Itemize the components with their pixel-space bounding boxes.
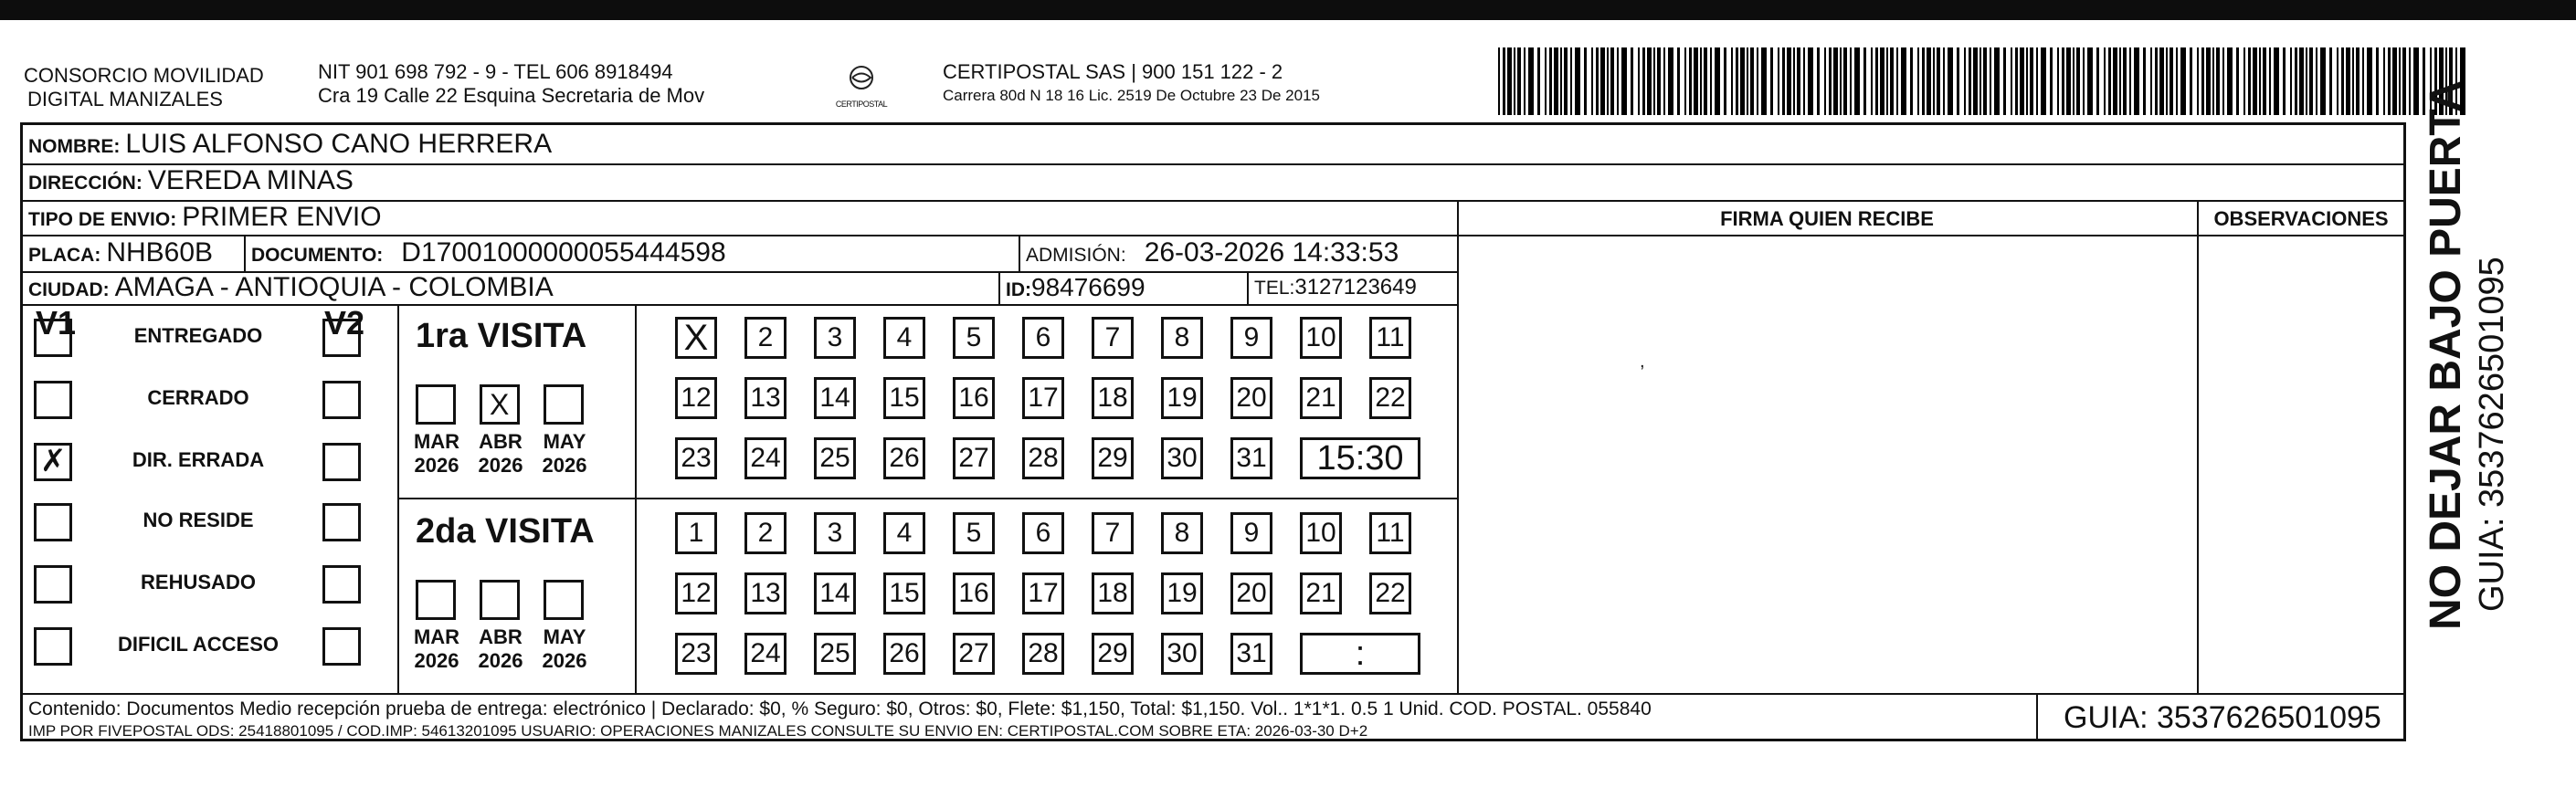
day-box: 21 <box>1300 572 1342 614</box>
v2-checkbox <box>322 381 361 419</box>
checkmark-icon: ✗ <box>40 444 67 478</box>
status-option-label: DIR. ERRADA <box>132 448 265 471</box>
v1-checkbox <box>34 627 72 666</box>
day-box: 12 <box>675 377 717 419</box>
direccion-field: DIRECCIÓN: VEREDA MINAS <box>28 165 354 195</box>
day-box: 10 <box>1300 512 1342 554</box>
barcode <box>1498 47 2466 115</box>
v1-checkbox <box>34 319 72 357</box>
day-box: 6 <box>1022 512 1064 554</box>
day-box: 20 <box>1230 572 1272 614</box>
ciudad-field: CIUDAD: AMAGA - ANTIOQUIA - COLOMBIA <box>28 272 554 302</box>
day-box: 26 <box>883 633 925 675</box>
day-box: 11 <box>1369 317 1411 359</box>
day-box: 6 <box>1022 317 1064 359</box>
carrier-info: CERTIPOSTAL SAS | 900 151 122 - 2 Carrera 80d N 18 16 Lic. 2519 De Octubre 23 De 2015 <box>943 60 1320 104</box>
month-year: 2026 <box>542 649 587 672</box>
month-checkbox <box>544 384 584 425</box>
day-box: 20 <box>1230 377 1272 419</box>
status-option-label: DIFICIL ACCESO <box>117 633 279 656</box>
day-box: 28 <box>1022 633 1064 675</box>
day-box: 7 <box>1092 512 1134 554</box>
day-box: 29 <box>1092 633 1134 675</box>
checkmark-icon: X <box>490 388 510 421</box>
time-box: : <box>1300 633 1420 675</box>
company-name: CONSORCIO MOVILIDAD DIGITAL MANIZALES <box>24 64 264 110</box>
day-box: 23 <box>675 437 717 479</box>
day-box: 31 <box>1230 633 1272 675</box>
month-checkbox <box>480 384 520 425</box>
second-visit-title: 2da VISITA <box>416 512 595 551</box>
month-year: 2026 <box>478 454 523 477</box>
no-dejar-bajo-puerta: NO DEJAR BAJO PUERTA <box>2422 80 2470 630</box>
day-box: 25 <box>814 633 856 675</box>
month-year: 2026 <box>414 649 459 672</box>
v2-checkbox <box>322 319 361 357</box>
documento-field: DOCUMENTO: D17001000000055444598 <box>251 237 726 268</box>
day-box: 27 <box>953 437 995 479</box>
day-box: 27 <box>953 633 995 675</box>
day-box: 31 <box>1230 437 1272 479</box>
month-year: 2026 <box>478 649 523 672</box>
day-box: 28 <box>1022 437 1064 479</box>
month-label: MAR <box>413 430 460 453</box>
day-box: 8 <box>1161 512 1203 554</box>
month-label: ABR <box>479 430 523 453</box>
month-checkbox <box>416 384 456 425</box>
observaciones-header: OBSERVACIONES <box>2213 207 2389 230</box>
v1-checkbox <box>34 443 72 481</box>
day-box: 15 <box>883 572 925 614</box>
day-box: 7 <box>1092 317 1134 359</box>
month-checkbox <box>544 580 584 620</box>
day-box: 2 <box>744 317 787 359</box>
v1-checkbox <box>34 565 72 604</box>
id-field: ID:98476699 <box>1006 273 1145 301</box>
day-box: 5 <box>953 512 995 554</box>
month-label: ABR <box>479 625 523 648</box>
day-box: 22 <box>1369 377 1411 419</box>
day-box: 24 <box>744 633 787 675</box>
company-contact: NIT 901 698 792 - 9 - TEL 606 8918494 Cra 19 Calle 22 Esquina Secretaria de Mov <box>318 60 705 107</box>
day-box: 15 <box>883 377 925 419</box>
day-box: 17 <box>1022 572 1064 614</box>
delivery-form <box>20 122 2406 741</box>
day-box: 13 <box>744 377 787 419</box>
placa-field: PLACA: NHB60B <box>28 237 214 268</box>
admision-field: ADMISIÓN: 26-03-2026 14:33:53 <box>1026 237 1399 268</box>
day-box: 5 <box>953 317 995 359</box>
v1-checkbox <box>34 381 72 419</box>
day-box: 8 <box>1161 317 1203 359</box>
scan-top-edge <box>0 0 2576 20</box>
day-box: 19 <box>1161 377 1203 419</box>
side-notice <box>2421 80 2512 630</box>
v1-label: V1 <box>36 304 77 341</box>
day-box: 22 <box>1369 572 1411 614</box>
v2-checkbox <box>322 503 361 541</box>
day-box: 30 <box>1161 633 1203 675</box>
tipo-envio-field: TIPO DE ENVIO: PRIMER ENVIO <box>28 202 382 232</box>
day-box: 2 <box>744 512 787 554</box>
day-box: 18 <box>1092 572 1134 614</box>
day-box: 14 <box>814 377 856 419</box>
day-box: 18 <box>1092 377 1134 419</box>
day-box: 9 <box>1230 512 1272 554</box>
month-checkbox <box>480 580 520 620</box>
day-box: 4 <box>883 317 925 359</box>
tel-field: TEL:3127123649 <box>1254 275 1417 299</box>
nombre-field: NOMBRE: LUIS ALFONSO CANO HERRERA <box>28 129 553 159</box>
day-box: 4 <box>883 512 925 554</box>
day-box: 10 <box>1300 317 1342 359</box>
month-checkbox <box>416 580 456 620</box>
month-label: MAY <box>543 430 586 453</box>
guia-number: GUIA: 3537626501095 <box>2064 700 2381 735</box>
day-box: 13 <box>744 572 787 614</box>
day-box: 3 <box>814 512 856 554</box>
day-box: 25 <box>814 437 856 479</box>
status-option-label: CERRADO <box>147 386 249 409</box>
day-box: 3 <box>814 317 856 359</box>
day-box: 29 <box>1092 437 1134 479</box>
day-box: 11 <box>1369 512 1411 554</box>
day-box: 14 <box>814 572 856 614</box>
day-box: 9 <box>1230 317 1272 359</box>
certipostal-logo-icon: CERTIPOSTAL <box>831 64 892 109</box>
day-box: 16 <box>953 377 995 419</box>
day-box: 26 <box>883 437 925 479</box>
side-guia: GUIA: 3537626501095 <box>2473 257 2511 612</box>
status-option-label: NO RESIDE <box>143 509 254 531</box>
contenido-line: Contenido: Documentos Medio recepción prueba de entrega: electrónico | Declarado: $0, % Seguro: $0, Otros: $0, Flete: $1,150, Total: $1,150. Vol.. 1*1*1. 0.5 1 Unid. COD. POSTAL. 055840 <box>28 698 1652 719</box>
day-box: 12 <box>675 572 717 614</box>
day-box: 19 <box>1161 572 1203 614</box>
status-option-label: ENTREGADO <box>133 324 263 347</box>
first-visit-title: 1ra VISITA <box>416 317 587 355</box>
signature-mark: , <box>1640 352 1645 372</box>
v2-checkbox <box>322 443 361 481</box>
v2-checkbox <box>322 627 361 666</box>
impresion-line: IMP POR FIVEPOSTAL ODS: 25418801095 / COD.IMP: 54613201095 USUARIO: OPERACIONES MANIZALES CONSULTE SU ENVIO EN: CERTIPOSTAL.COM SOBRE ETA: 2026-03-30 D+2 <box>28 722 1368 740</box>
v2-label: V2 <box>324 304 365 341</box>
day-box: 23 <box>675 633 717 675</box>
month-label: MAR <box>413 625 460 648</box>
v2-checkbox <box>322 565 361 604</box>
time-box: 15:30 <box>1300 437 1420 479</box>
month-label: MAY <box>543 625 586 648</box>
day-box: 24 <box>744 437 787 479</box>
day-box: 30 <box>1161 437 1203 479</box>
v1-checkbox <box>34 503 72 541</box>
day-box: 21 <box>1300 377 1342 419</box>
day-box: 1 <box>675 512 717 554</box>
month-year: 2026 <box>542 454 587 477</box>
status-option-label: REHUSADO <box>141 571 256 593</box>
day-box: 17 <box>1022 377 1064 419</box>
day-box: X <box>675 317 717 359</box>
firma-header: FIRMA QUIEN RECIBE <box>1720 207 1934 230</box>
month-year: 2026 <box>414 454 459 477</box>
day-box: 16 <box>953 572 995 614</box>
